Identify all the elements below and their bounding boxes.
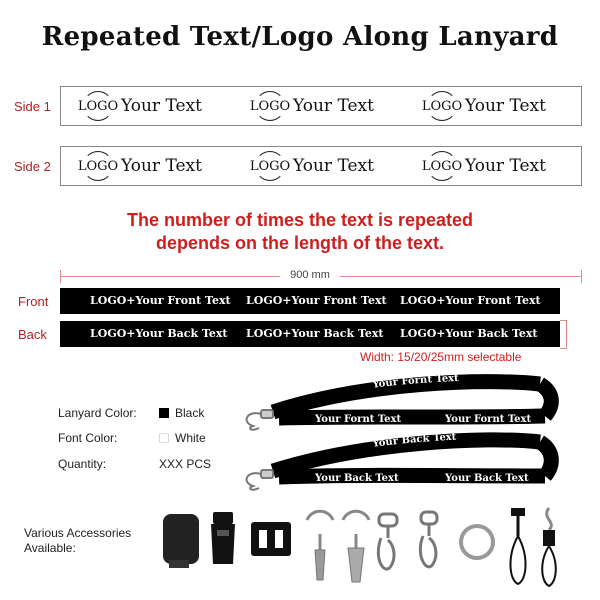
side-1-label: Side 1	[14, 99, 51, 114]
side-1-repeat	[421, 87, 546, 125]
lanyard-2-bottom-text: Your Back Text	[315, 473, 399, 484]
quantity-label: Quantity:	[58, 457, 107, 471]
side-text: Your Text	[121, 156, 202, 176]
lanyard-1-top-text: Your Fornt Text	[371, 372, 459, 391]
width-brace	[560, 320, 567, 349]
lanyard-2-top-text: Your Back Text	[371, 431, 457, 450]
front-bar-text: LOGO+Your Front Text	[246, 294, 387, 307]
accessories-label	[24, 526, 131, 556]
lanyard-illustration	[235, 370, 600, 500]
side-text: Your Text	[121, 96, 202, 116]
side-1-strip	[60, 86, 582, 126]
back-bar-text: LOGO+Your Back Text	[246, 327, 384, 340]
page-title: Repeated Text/Logo Along Lanyard	[41, 22, 559, 52]
swivel-hook-icon	[378, 514, 397, 569]
lanyard-2	[273, 432, 551, 484]
black-swatch-icon	[159, 408, 169, 418]
lanyard-color-label: Lanyard Color:	[58, 406, 137, 420]
side-2-repeat	[249, 147, 374, 185]
back-label: Back	[18, 327, 47, 342]
lanyard-1	[273, 373, 551, 425]
quantity-value: XXX PCS	[159, 457, 212, 471]
logo-icon: LOGO	[253, 89, 287, 123]
key-ring-icon	[461, 526, 493, 558]
alligator-clip-icon	[343, 511, 369, 582]
lanyard-color-value: Black	[159, 406, 204, 420]
clip-icon	[307, 511, 333, 580]
accessories-label-line-1: Various Accessories	[24, 526, 132, 540]
side-2-repeat	[77, 147, 202, 185]
repeat-note-line-1: The number of times the text is repeated	[126, 210, 474, 230]
back-bar-text: LOGO+Your Back Text	[90, 327, 228, 340]
white-swatch-icon	[159, 433, 169, 443]
side-1-repeat	[77, 87, 202, 125]
back-bar-text: LOGO+Your Back Text	[400, 327, 538, 340]
side-text: Your Text	[465, 156, 546, 176]
buckle-icon	[211, 512, 235, 564]
side-text: Your Text	[465, 96, 546, 116]
connector-icon	[251, 522, 291, 556]
width-note: Width: 15/20/25mm selectable	[360, 350, 522, 364]
side-2-label: Side 2	[14, 159, 51, 174]
front-bar	[60, 288, 560, 314]
repeat-note	[0, 209, 600, 255]
breakaway-clasp-icon	[163, 514, 199, 568]
front-bar-text: LOGO+Your Front Text	[400, 294, 541, 307]
lanyard-1-bottom-text: Your Fornt Text	[315, 414, 402, 425]
accessories-row	[155, 500, 595, 595]
font-color-value: White	[159, 431, 206, 445]
back-bar	[60, 321, 560, 347]
logo-icon: LOGO	[425, 149, 459, 183]
dimension-tick-left	[60, 270, 61, 283]
accessories-label-line-2: Available:	[24, 541, 76, 555]
lanyard-1-bottom-text: Your Fornt Text	[445, 414, 532, 425]
front-label: Front	[18, 294, 49, 309]
logo-icon: LOGO	[253, 149, 287, 183]
phone-strap-icon	[510, 508, 525, 584]
font-color-label: Font Color:	[58, 431, 118, 445]
phone-loop-icon	[542, 508, 556, 586]
lanyard-2-bottom-text: Your Back Text	[445, 473, 529, 484]
side-text: Your Text	[293, 156, 374, 176]
dimension-label: 900 mm	[280, 269, 340, 281]
side-1-repeat	[249, 87, 374, 125]
lanyard-hook-icon	[247, 410, 273, 490]
front-bar-text: LOGO+Your Front Text	[90, 294, 231, 307]
side-2-repeat	[421, 147, 546, 185]
logo-icon: LOGO	[81, 149, 115, 183]
side-2-strip	[60, 146, 582, 186]
logo-icon: LOGO	[425, 89, 459, 123]
lobster-hook-icon	[420, 512, 437, 567]
logo-icon: LOGO	[81, 89, 115, 123]
dimension-tick-right	[581, 270, 582, 283]
repeat-note-line-2: depends on the length of the text.	[156, 233, 444, 253]
side-text: Your Text	[293, 96, 374, 116]
